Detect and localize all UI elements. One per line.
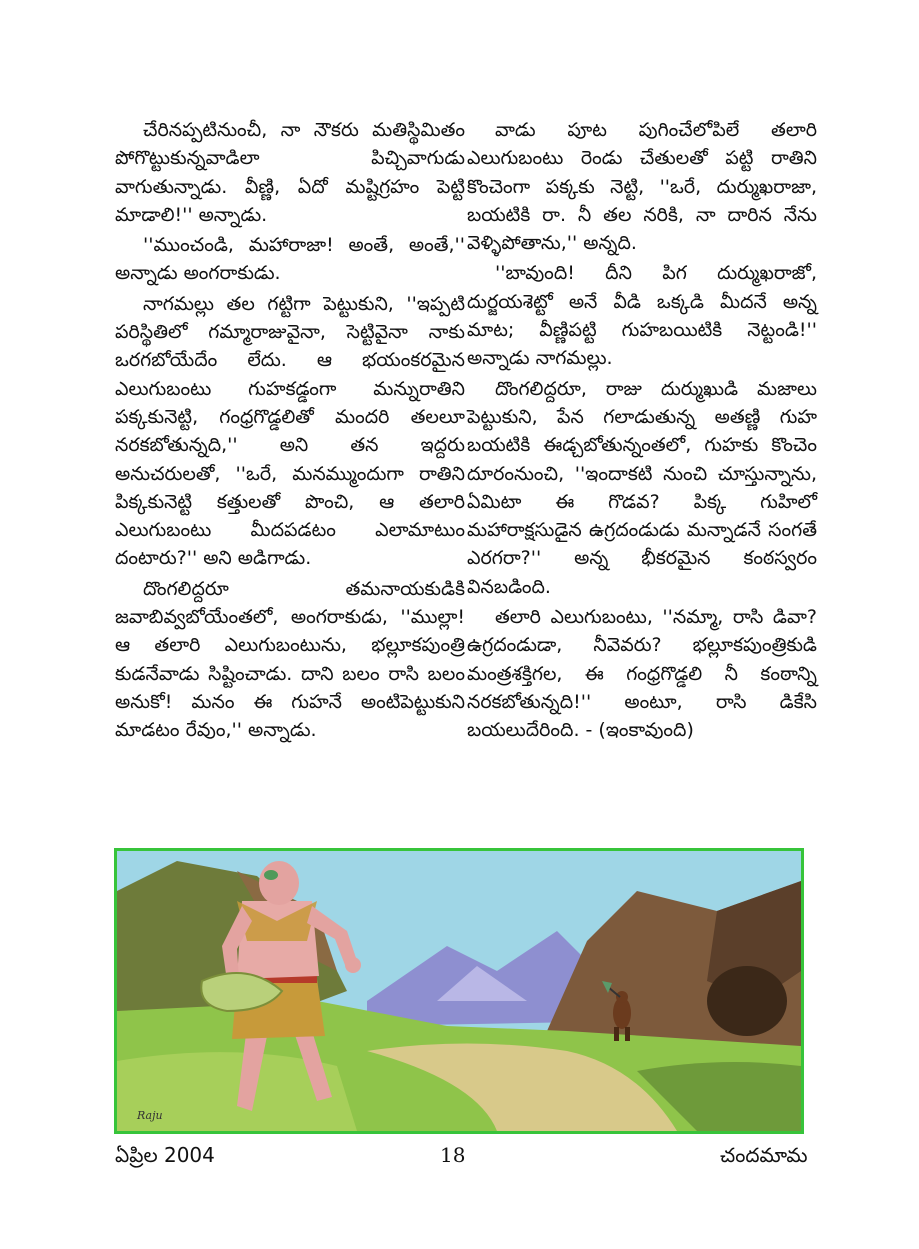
artist-signature: Raju (137, 1109, 163, 1122)
footer-date: ఏప్రిల 2004 (115, 1143, 215, 1167)
magazine-name: చందమామ (720, 1143, 808, 1167)
right-paragraph-4: తలారి ఎలుగుబంటు, ''నమ్మా, రాసి డివా? ఉగ్రదండుడా, నీవెవరు? భల్లూకపుంత్రికుడి మంత్రశక్తిగల, ఈ గంధ్రగొడ్డలి నీ కంఠాన్ని నరకబోతున్నది!'' అంటూ, రాసి డికేసి బయలుదేరింది. - (ఇంకావుంది) (467, 606, 817, 742)
right-paragraph-3: దొంగలిద్దరూ, రాజు దుర్ముఖుడి మజాలు పెట్టుకుని, పేన గలాడుతున్న అతణ్ణి గుహ బయటికి ఈడ్చబోతున్నంతలో, గుహకు కొంచెం దూరంనుంచి, ''ఇందాకటి నుంచి చూస్తున్నాను, ఏమిటా ఈ గొడవ? పిక్క గుహిలో మహారాక్షసుడైన ఉగ్రదండుడు మన్నాడనే సంగతే ఎరగరా?'' అన్న భీకరమైన కంఠస్వరం వినబడింది. (467, 377, 817, 598)
left-paragraph-3: నాగమల్లు తల గట్టిగా పెట్టుకుని, ''ఇప్పటి పరిస్థితిలో గమ్మారాజువైనా, సెట్టివైనా నాకు ఒరగబోయేదేం లేదు. ఆ భయంకరమైన ఎలుగుబంటు గుహకడ్డంగా మన్నురాతిని పక్కకునెట్టి, గంధ్రగొడ్డలితో మందరి తలలూ నరకబోతున్నది,'' అని తన ఇద్దరు అనుచరులతో, ''ఒరే, మనమ్ముందుగా రాతిని పిక్కకునెట్టి కత్తులతో పొంచి, ఆ తలారి ఎలుగుబంటు మీదపడటం ఎలామాటుం దంటారు?'' అని అడిగాడు. (115, 292, 465, 570)
left-column (115, 116, 465, 745)
left-paragraph-1: చేరినప్పటినుంచీ, నా నౌకరు మతిస్థిమితం పోగొట్టుకున్నవాడిలా పిచ్చివాగుడు వాగుతున్నాడు. వీణ్ణి, ఏదో మష్టిగ్రహం పెట్టి మాడాలి!'' అన్నాడు. (115, 119, 465, 226)
right-paragraph-2: ''బావుంది! దీని పిగ దుర్ముఖరాజో, దుర్జయశెట్టో అనే వీడి ఒక్కడి మీదనే అన్న మాట; వీణ్ణిపట్టి గుహబయిటికి నెట్టండి!'' అన్నాడు నాగమల్లు. (467, 262, 817, 370)
right-column (467, 116, 817, 745)
page-number: 18 (440, 1143, 466, 1167)
right-paragraph-1: వాడు పూట పుగించేలోపిలే తలారి ఎలుగుబంటు రెండు చేతులతో పట్టి రాతిని కొంచెంగా పక్కకు నెట్టి, ''ఒరే, దుర్ముఖరాజా, బయటికి రా. నీ తల నరికి, నా దారిన నేను వెళ్ళిపోతాను,'' అన్నది. (467, 119, 817, 255)
left-paragraph-4: దొంగలిద్దరూ తమనాయకుడికి జవాబివ్వబోయేంతలో, అంగరాకుడు, ''ముల్లా! ఆ తలారి ఎలుగుబంటును, భల్లూకపుంత్రి కుడనేవాడు సిష్టించాడు. దాని బలం రాసి బలం అనుకో! మనం ఈ గుహనే అంటిపెట్టుకుని మాడటం రేవుం,'' అన్నాడు. (115, 577, 465, 742)
story-illustration (114, 848, 804, 1134)
illustration-scene (117, 851, 801, 1131)
left-paragraph-2: ''ముంచండి, మహారాజా! అంతే, అంతే,'' అన్నాడు అంగరాకుడు. (115, 234, 465, 285)
